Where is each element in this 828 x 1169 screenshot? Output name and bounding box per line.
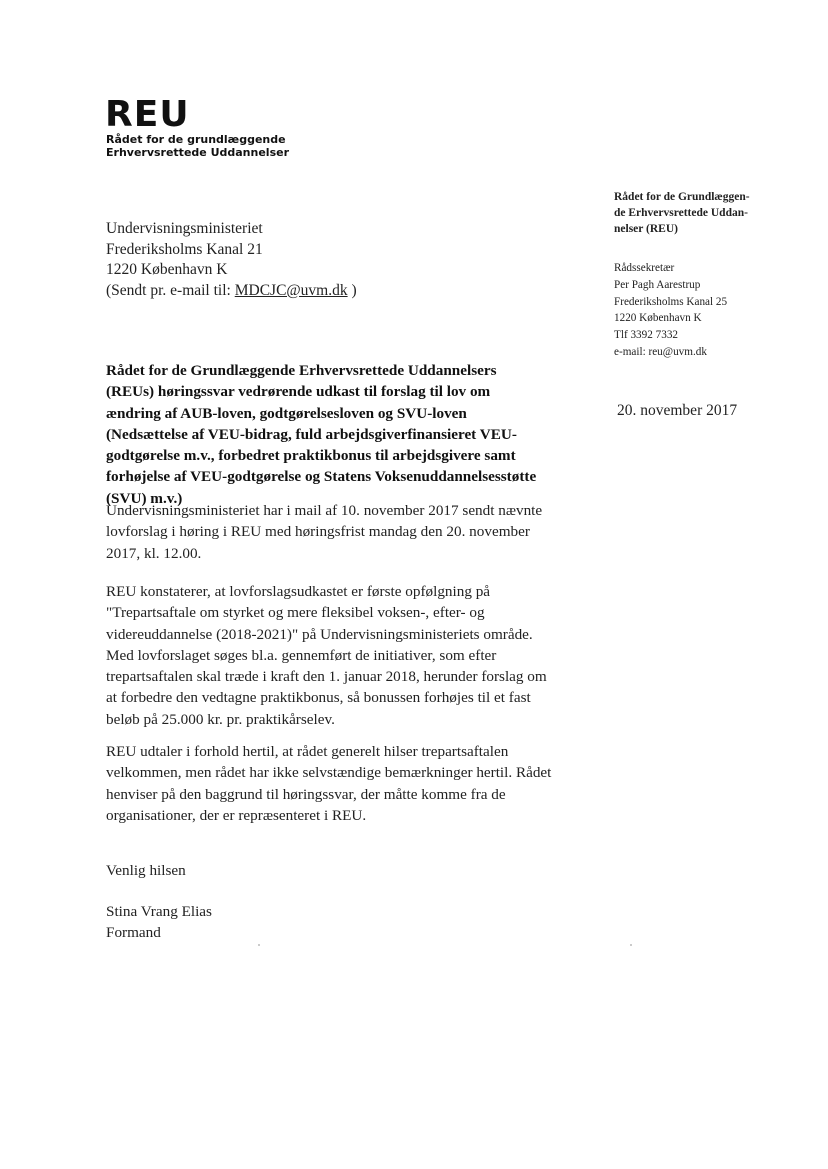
sender-title: Rådssekretær <box>614 262 675 274</box>
sender-name: Per Pagh Aarestrup <box>614 278 701 291</box>
letterhead-subtitle-line2: Erhvervsrettede Uddannelser <box>106 146 289 159</box>
sender-street: Frederiksholms Kanal 25 <box>614 295 728 308</box>
letter-date: 20. november 2017 <box>617 402 738 419</box>
sender-org-line1: Rådet for de Grundlæggen- <box>614 191 750 203</box>
closing-greeting: Venlig hilsen <box>106 862 186 879</box>
sender-contact <box>614 260 727 361</box>
signature-block <box>106 901 212 943</box>
body-paragraph-1: Undervisningsministeriet har i mail af 10. november 2017 sendt nævnte lovforslag i høring i REU med høringsfrist mandag den 20. november 2017, kl. 12.00. <box>106 502 543 562</box>
recipient-name: Undervisningsministeriet <box>106 220 263 237</box>
sender-organization <box>614 189 794 237</box>
sender-org-line2: de Erhvervsrettede Uddan- <box>614 207 748 219</box>
signature-name: Stina Vrang Elias <box>106 903 212 920</box>
reu-logo: REU <box>105 94 190 135</box>
scan-speck <box>630 944 632 946</box>
letterhead-subtitle-line1: Rådet for de grundlæggende <box>106 133 286 146</box>
sender-org-line3: nelser (REU) <box>614 223 678 235</box>
scan-speck <box>258 944 260 946</box>
recipient-address <box>106 219 357 301</box>
email-prefix: (Sendt pr. e-mail til: <box>106 281 235 299</box>
sender-phone: Tlf 3392 7332 <box>614 329 679 342</box>
signature-role: Formand <box>106 924 161 941</box>
recipient-email-link[interactable]: MDCJC@uvm.dk <box>234 281 348 299</box>
email-suffix: ) <box>347 281 357 299</box>
recipient-city: 1220 København K <box>106 261 228 278</box>
recipient-street: Frederiksholms Kanal 21 <box>106 240 263 258</box>
letter-subject: Rådet for de Grundlæggende Erhvervsrettede Uddannelsers (REUs) høringssvar vedrørende udkast til forslag til lov om ændring af AUB-loven, godtgørelsesloven og SVU-loven (Nedsættelse af VEU-bidrag, fuld arbejdsgiverfinansieret VEU-godtgørelse m.v., forbedret praktikbonus til arbejdsgivere samt forhøjelse af VEU-godtgørelse og Statens Voksenuddannelsesstøtte (SVU) m.v.) <box>106 362 537 507</box>
sender-city: 1220 København K <box>614 312 702 325</box>
recipient-email-line <box>106 281 357 302</box>
body-paragraph-3: REU udtaler i forhold hertil, at rådet generelt hilser trepartsaftalen velkommen, men rådet har ikke selvstændige bemærkninger hertil. Rådet henviser på den baggrund til høringssvar, der måtte komme fra de organisationer, der er repræsenteret i REU. <box>106 743 552 824</box>
letterhead-subtitle <box>106 133 289 159</box>
body-paragraph-2: REU konstaterer, at lovforslagsudkastet er første opfølgning på "Trepartsaftale om styrket og mere fleksibel voksen-, efter- og videreuddannelse (2018-2021)" på Undervisningsministeriets område. Med lovforslaget søges bl.a. gennemført de initiativer, som efter trepartsaftalen skal træde i kraft den 1. januar 2018, herunder forslag om at forbedre den vedtagne praktikbonus, så bonussen forhøjes til et fast beløb på 25.000 kr. pr. praktikårselev. <box>106 583 547 728</box>
sender-email[interactable]: e-mail: reu@uvm.dk <box>614 345 707 358</box>
